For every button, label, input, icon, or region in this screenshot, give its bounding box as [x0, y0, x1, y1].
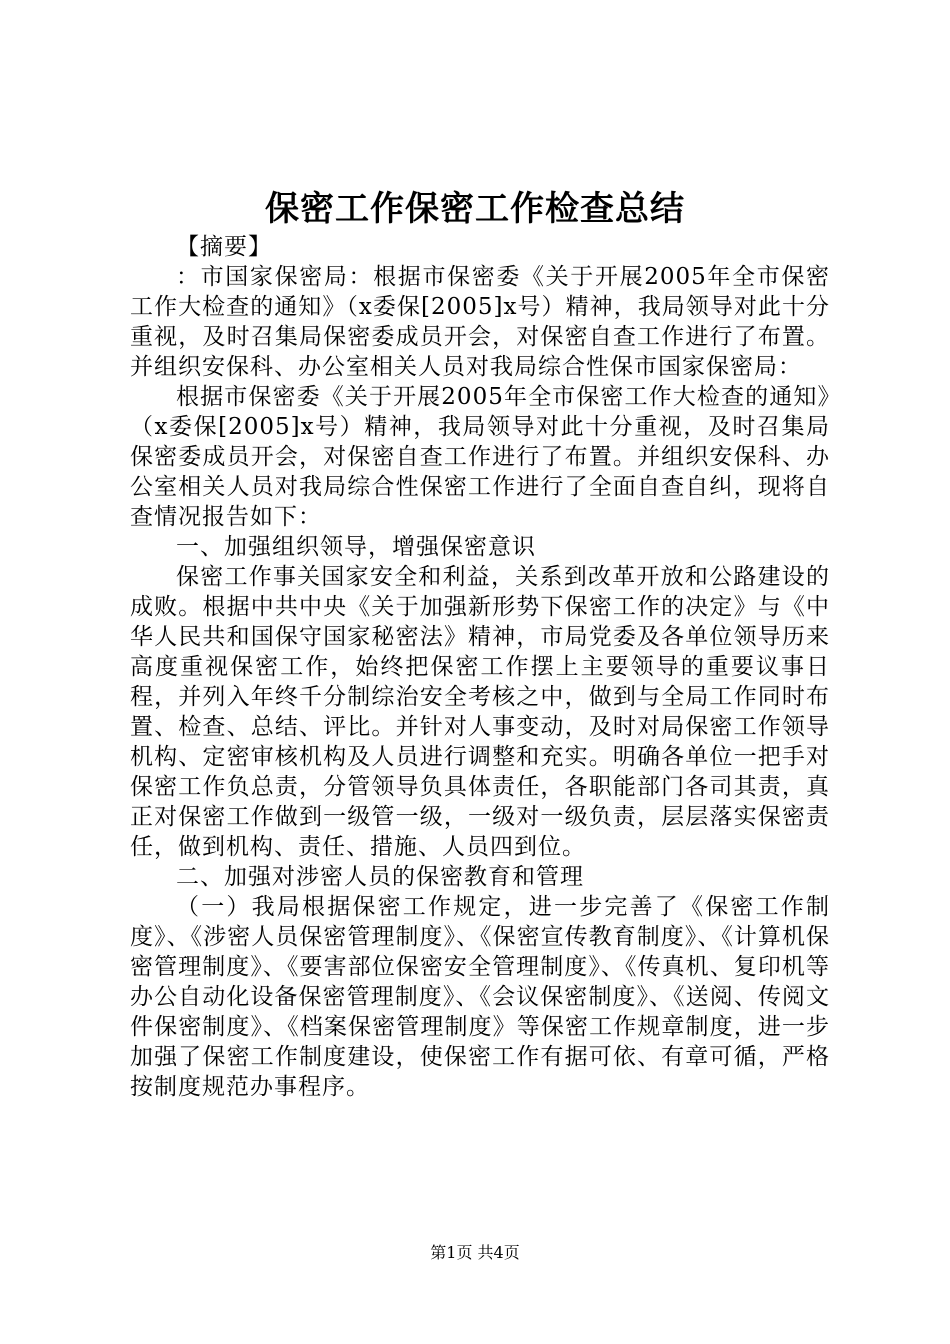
document-body: [130, 232, 830, 1102]
section-heading-2: 二、加强对涉密人员的保密教育和管理: [176, 864, 584, 890]
abstract-heading: 【摘要】: [176, 234, 272, 260]
abstract-paragraph: ：市国家保密局：根据市保密委《关于开展2005年全市保密工作大检查的通知》（x委保[2005]x号）精神，我局领导对此十分重视，及时召集局保密委成员开会，对保密自查工作进行了布置。并组织安保科、办公室相关人员对我局综合性保市国家保密局：: [130, 264, 830, 380]
document-title: 保密工作保密工作检查总结: [265, 189, 685, 229]
section-paragraph-2: （一）我局根据保密工作规定，进一步完善了《保密工作制度》、《涉密人员保密管理制度》、《保密宣传教育制度》、《计算机保密管理制度》、《要害部位保密安全管理制度》、《传真机、复印机等办公自动化设备保密管理制度》、《会议保密制度》、《送阅、传阅文件保密制度》、《档案保密管理制度》等保密工作规章制度，进一步加强了保密工作制度建设，使保密工作有据可依、有章可循，严格按制度规范办事程序。: [130, 894, 830, 1100]
section-paragraph-1: 保密工作事关国家安全和利益，关系到改革开放和公路建设的成败。根据中共中央《关于加强新形势下保密工作的决定》与《中华人民共和国保守国家秘密法》精神，市局党委及各单位领导历来高度重视保密工作，始终把保密工作摆上主要领导的重要议事日程，并列入年终千分制综治安全考核之中，做到与全局工作同时布置、检查、总结、评比。并针对人事变动，及时对局保密工作领导机构、定密审核机构及人员进行调整和充实。明确各单位一把手对保密工作负总责，分管领导负具体责任，各职能部门各司其责，真正对保密工作做到一级管一级，一级对一级负责，层层落实保密责任，做到机构、责任、措施、人员四到位。: [130, 564, 830, 860]
page-footer: 第1页 共4页: [430, 1243, 520, 1262]
intro-paragraph: 根据市保密委《关于开展2005年全市保密工作大检查的通知》（x委保[2005]x号）精神，我局领导对此十分重视，及时召集局保密委成员开会，对保密自查工作进行了布置。并组织安保科、办公室相关人员对我局综合性保密工作进行了全面自查自纠，现将自查情况报告如下：: [130, 384, 830, 530]
section-heading-1: 一、加强组织领导，增强保密意识: [176, 534, 536, 560]
